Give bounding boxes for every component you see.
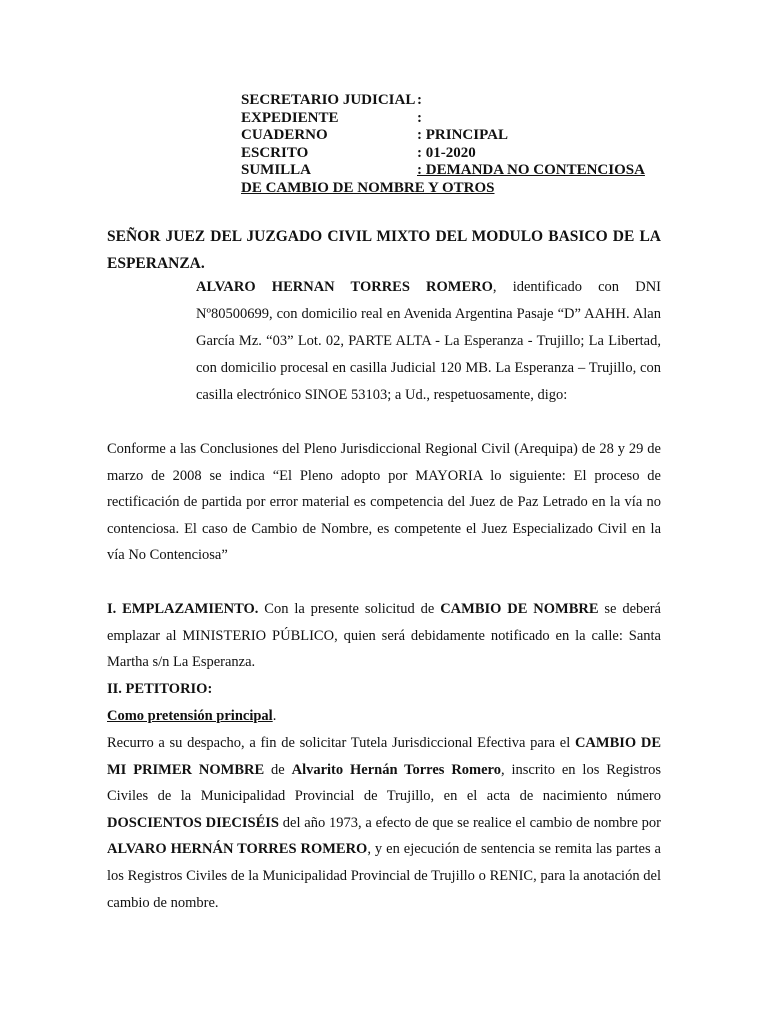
header-value: : DEMANDA NO CONTENCIOSA [417,162,645,178]
header-value: : 01-2020 [417,144,476,161]
header-value: : [417,109,422,126]
emplazamiento-text: se deberá emplazar al MINISTERIO PÚBLICO, quien será debidamente notificado en la calle: Santa Martha s/n La Esperanza. [107,601,661,671]
header-row-expediente [241,110,661,128]
petitorio-text: , y en ejecución de sentencia se remita las partes a los Registros Civiles de la Municipalidad Provincial de Trujillo o RENIC, para la anotación del cambio de nombre. [107,841,661,911]
petitorio-text: , inscrito en los Registros Civiles de la Municipalidad Provincial de Trujillo, en el acta de nacimiento número [107,761,661,805]
intro-paragraph [196,274,661,409]
petitorio-bold: ALVARO HERNÁN TORRES ROMERO [107,841,368,858]
header-label: EXPEDIENTE [241,109,339,126]
intro-text: , identificado con DNI Nº80500699, con domicilio real en Avenida Argentina Pasaje “D” AAHH. Alan García Mz. “03” Lot. 02, PARTE ALTA - La Esperanza - Trujillo; La Libertad, con domicilio procesal en casilla Judicial 120 MB. La Esperanza – Trujillo, con casilla electrónico SINOE 53103; a Ud., respetuosamente, digo: [196,279,661,403]
addressee-heading: SEÑOR JUEZ DEL JUZGADO CIVIL MIXTO DEL MODULO BASICO DE LA ESPERANZA. [107,228,661,272]
header-label: CUADERNO [241,127,328,143]
header-value: : PRINCIPAL [417,127,508,143]
petitorio-text: de [264,761,292,778]
pretension-period: . [272,708,277,724]
header-row-sumilla [241,162,661,180]
pleno-paragraph: Conforme a las Conclusiones del Pleno Jurisdiccional Regional Civil (Arequipa) de 28 y 29 de marzo de 2008 se indica “El Pleno adopto por MAYORIA lo siguiente: El proceso de rectificación de partida por error material es competencia del Juez de Paz Letrado en la vía no contenciosa. El caso de Cambio de Nombre, es competente el Juez Especializado Civil en la vía No Contenciosa” [107,441,661,564]
petitorio-bold: Alvarito Hernán Torres Romero [291,761,501,778]
header-label: ESCRITO [241,144,309,161]
header-value: : [417,92,422,108]
header-label: SECRETARIO JUDICIAL [241,92,416,108]
pretension-line [107,703,661,730]
petitorio-paragraph [107,730,661,916]
header-row-escrito [241,145,661,163]
header-sumilla-continuation [241,180,661,198]
petitorio-heading: II. PETITORIO: [107,681,213,697]
petitorio-bold: DOSCIENTOS DIECISÉIS [107,814,279,831]
emplazamiento-paragraph [107,596,661,676]
petitorio-bold: CAMBIO DE MI PRIMER NOMBRE [107,735,661,778]
pretension-heading: Como pretensión principal [107,708,273,724]
header-row-secretario [241,92,661,110]
sumilla-continuation: DE CAMBIO DE NOMBRE Y OTROS [241,179,495,196]
petitorio-text: del año 1973, a efecto de que se realice el cambio de nombre por [278,814,662,831]
emplazamiento-text: Con la presente solicitud de [258,601,441,617]
header-label: SUMILLA [241,162,312,178]
petitorio-text: Recurro a su despacho, a fin de solicitar Tutela Jurisdiccional Efectiva para el [107,735,575,751]
emplazamiento-heading: I. EMPLAZAMIENTO. [107,601,259,617]
header-row-cuaderno [241,127,661,145]
case-header [241,92,661,197]
emplazamiento-bold: CAMBIO DE NOMBRE [440,601,599,617]
plaintiff-name: ALVARO HERNAN TORRES ROMERO [196,279,493,295]
